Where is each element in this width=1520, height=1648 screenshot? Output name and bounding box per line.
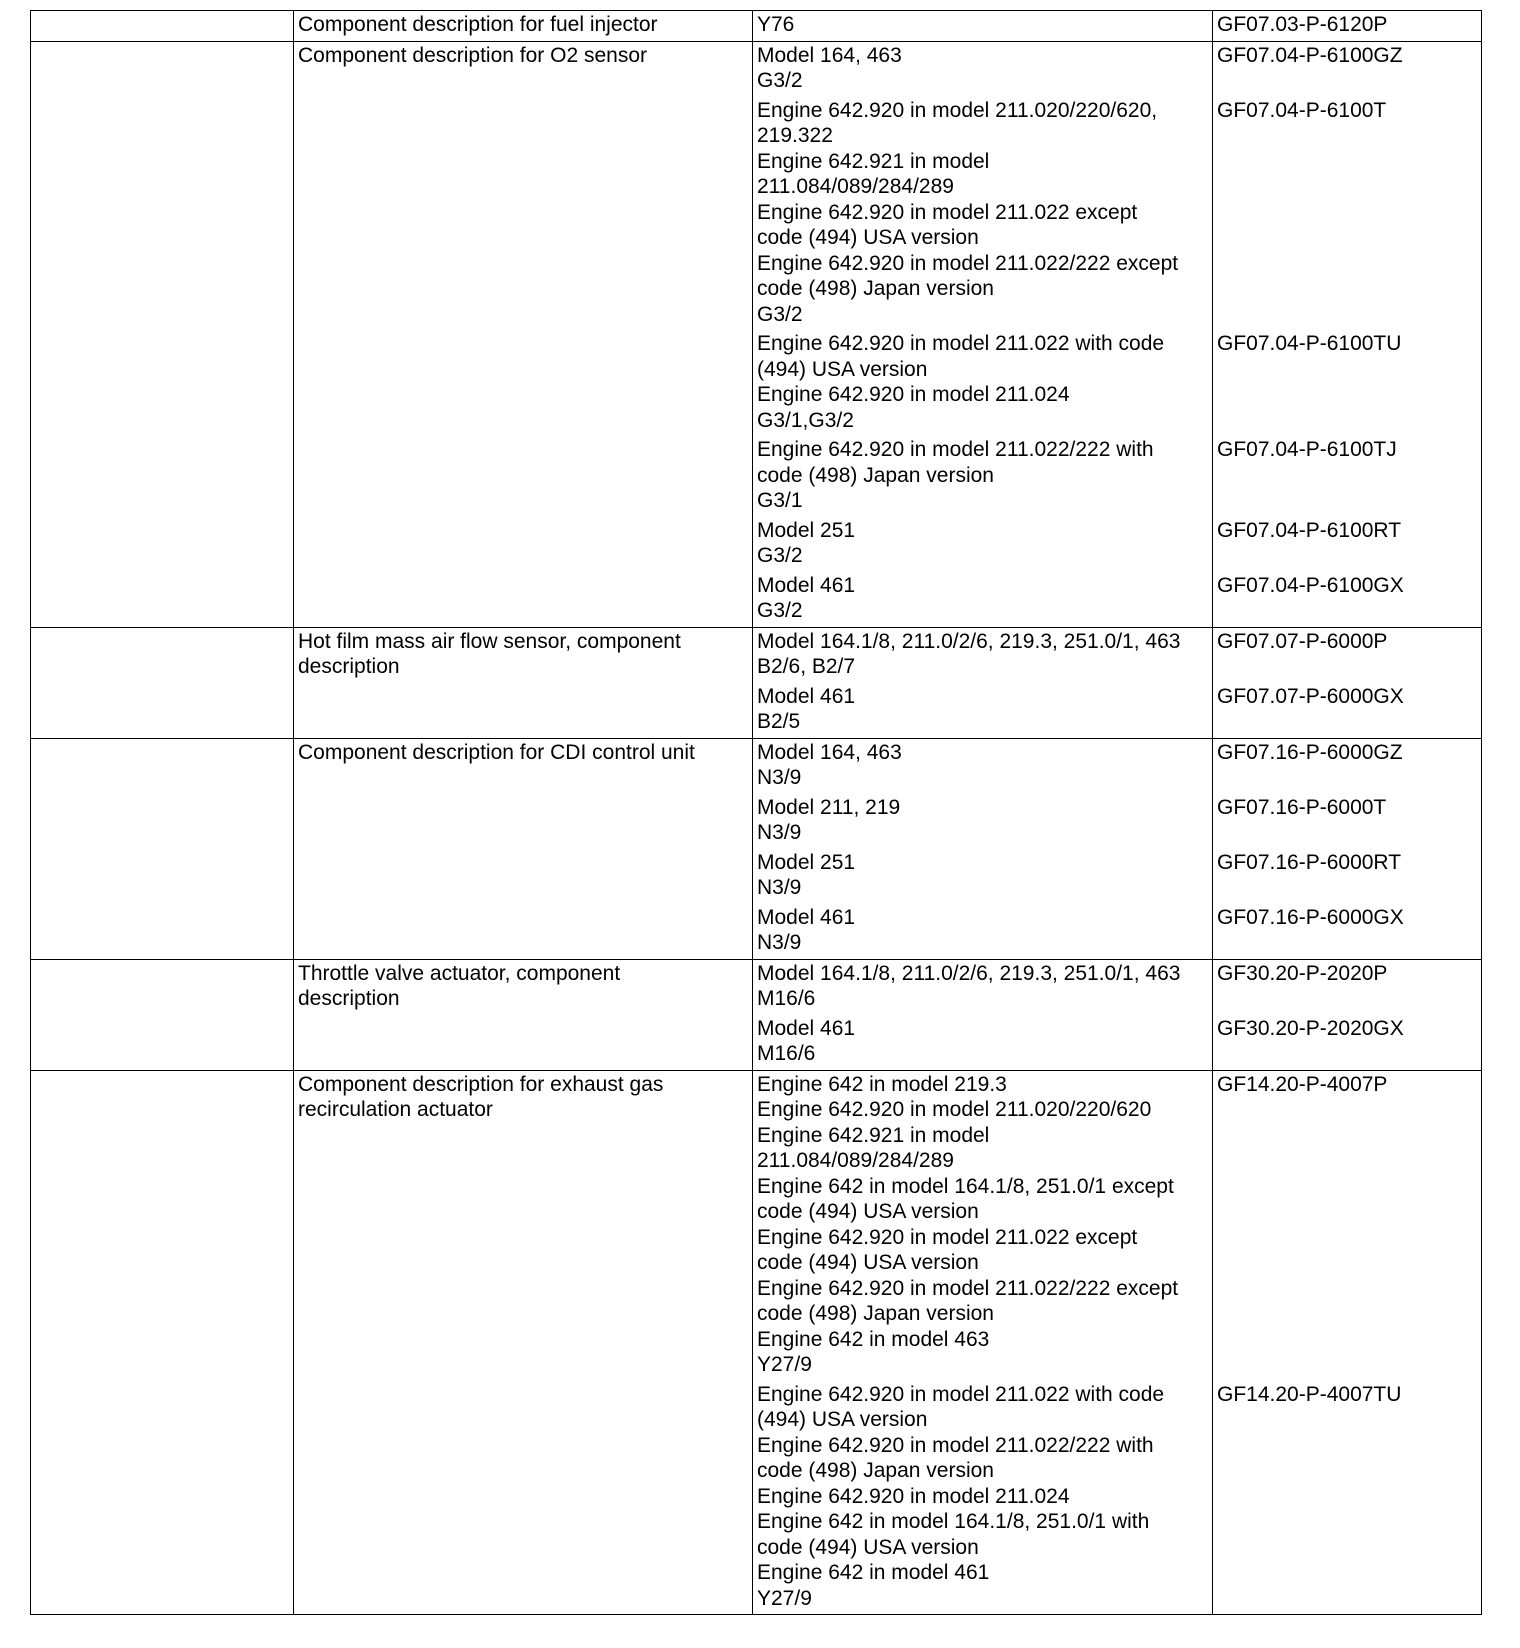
applicability-cell xyxy=(753,11,1213,42)
applicability-line: N3/9 xyxy=(757,931,802,954)
applicability-entry xyxy=(757,42,1208,97)
component-description-line: Hot film mass air flow sensor, component xyxy=(298,629,681,653)
applicability-line: code (494) USA version xyxy=(757,226,979,249)
component-description-line: Throttle valve actuator, component xyxy=(298,961,621,985)
applicability-line: Engine 642.921 in model xyxy=(757,149,990,173)
applicability-entry xyxy=(757,1381,1208,1615)
component-description-cell xyxy=(294,738,753,959)
document-number-entry xyxy=(1217,628,1477,683)
blank-cell xyxy=(31,11,294,42)
document-number: GF07.16-P-6000GX xyxy=(1217,905,1404,929)
applicability-line: Y27/9 xyxy=(757,1586,812,1610)
document-number-entry xyxy=(1217,42,1477,97)
component-description-line: Component description for fuel injector xyxy=(298,13,658,36)
applicability-line: Engine 642.920 in model 211.020/220/620, xyxy=(757,98,1158,122)
applicability-line: Engine 642.920 in model 211.022 except xyxy=(757,1225,1138,1249)
component-description-cell xyxy=(294,627,753,738)
applicability-entry xyxy=(757,1071,1208,1381)
applicability-line: G3/2 xyxy=(757,599,803,622)
applicability-cell xyxy=(753,627,1213,738)
document-number-cell xyxy=(1213,959,1482,1070)
applicability-line: Engine 642.920 in model 211.022/222 with xyxy=(757,438,1154,461)
applicability-line: (494) USA version xyxy=(757,1408,928,1431)
applicability-line: Engine 642 in model 463 xyxy=(757,1327,990,1351)
document-number-entry xyxy=(1217,904,1477,959)
applicability-entry xyxy=(757,849,1208,904)
document-number-entry xyxy=(1217,794,1477,849)
applicability-line: Engine 642.920 in model 211.022 with code xyxy=(757,1382,1165,1406)
document-number: GF07.04-P-6100T xyxy=(1217,98,1387,122)
applicability-line: Model 164, 463 xyxy=(757,740,902,764)
applicability-line: Engine 642 in model 164.1/8, 251.0/1 except xyxy=(757,1174,1174,1198)
document-number: GF07.04-P-6100TU xyxy=(1217,332,1402,355)
table-row xyxy=(31,738,1482,959)
document-number: GF30.20-P-2020GX xyxy=(1217,1016,1404,1040)
document-number-cell xyxy=(1213,738,1482,959)
component-description-cell xyxy=(294,41,753,627)
document-number: GF07.04-P-6100RT xyxy=(1217,518,1402,542)
applicability-entry xyxy=(757,330,1208,436)
table-row xyxy=(31,1070,1482,1615)
applicability-entry xyxy=(757,572,1208,627)
applicability-line: Engine 642 in model 461 xyxy=(757,1561,990,1584)
applicability-line: N3/9 xyxy=(757,876,802,899)
applicability-line: Model 461 xyxy=(757,905,856,929)
document-number: GF07.16-P-6000GZ xyxy=(1217,740,1403,764)
applicability-line: N3/9 xyxy=(757,821,802,844)
blank-cell xyxy=(31,1070,294,1615)
applicability-line: 219.322 xyxy=(757,124,833,147)
document-number: GF07.16-P-6000RT xyxy=(1217,850,1402,874)
applicability-line: N3/9 xyxy=(757,766,802,789)
applicability-cell xyxy=(753,41,1213,627)
applicability-line: M16/6 xyxy=(757,987,816,1010)
document-number: GF07.03-P-6120P xyxy=(1217,13,1388,36)
component-description-cell xyxy=(294,11,753,42)
applicability-line: code (498) Japan version xyxy=(757,1459,994,1482)
document-number-cell xyxy=(1213,627,1482,738)
applicability-line: M16/6 xyxy=(757,1042,816,1065)
component-description-cell xyxy=(294,959,753,1070)
applicability-line: (494) USA version xyxy=(757,357,928,381)
component-description-line: description xyxy=(298,655,400,678)
applicability-cell xyxy=(753,738,1213,959)
applicability-entry xyxy=(757,683,1208,738)
document-number-entry xyxy=(1217,960,1477,1015)
component-description-line: description xyxy=(298,987,400,1010)
component-description-line: Component description for CDI control unit xyxy=(298,740,695,764)
document-number-entry xyxy=(1217,1381,1477,1615)
document-number-entry xyxy=(1217,683,1477,738)
document-number: GF07.07-P-6000GX xyxy=(1217,684,1404,708)
applicability-cell xyxy=(753,959,1213,1070)
applicability-line: Engine 642 in model 164.1/8, 251.0/1 with xyxy=(757,1510,1150,1533)
applicability-line: code (494) USA version xyxy=(757,1251,979,1274)
document-number-cell xyxy=(1213,1070,1482,1615)
document-number: GF07.04-P-6100GX xyxy=(1217,573,1404,597)
document-number-entry xyxy=(1217,849,1477,904)
applicability-entry xyxy=(757,1015,1208,1070)
applicability-line: Model 164.1/8, 211.0/2/6, 219.3, 251.0/1, 463 xyxy=(757,961,1181,985)
applicability-line: Model 211, 219 xyxy=(757,795,901,819)
applicability-line: Engine 642.920 in model 211.022/222 except xyxy=(757,1276,1179,1300)
document-number-entry xyxy=(1217,1015,1477,1070)
applicability-line: Model 461 xyxy=(757,1016,856,1040)
applicability-line: Y76 xyxy=(757,13,795,36)
document-number-entry xyxy=(1217,572,1477,627)
document-number: GF14.20-P-4007P xyxy=(1217,1072,1388,1096)
applicability-line: G3/2 xyxy=(757,302,803,326)
document-number-entry xyxy=(1217,1071,1477,1381)
applicability-line: G3/2 xyxy=(757,69,803,92)
blank-cell xyxy=(31,627,294,738)
applicability-entry xyxy=(757,517,1208,572)
applicability-line: Model 461 xyxy=(757,684,856,708)
applicability-line: code (494) USA version xyxy=(757,1535,979,1559)
document-number: GF07.04-P-6100TJ xyxy=(1217,438,1397,461)
applicability-line: 211.084/089/284/289 xyxy=(757,1149,954,1172)
blank-cell xyxy=(31,959,294,1070)
applicability-entry xyxy=(757,794,1208,849)
applicability-line: Engine 642.920 in model 211.024 xyxy=(757,1484,1070,1508)
applicability-entry xyxy=(757,11,1208,41)
applicability-line: Engine 642.921 in model xyxy=(757,1123,990,1147)
applicability-entry xyxy=(757,739,1208,794)
applicability-cell xyxy=(753,1070,1213,1615)
component-description-line: Component description for O2 sensor xyxy=(298,43,648,67)
document-number-cell xyxy=(1213,11,1482,42)
applicability-entry xyxy=(757,904,1208,959)
blank-cell xyxy=(31,41,294,627)
table-row xyxy=(31,959,1482,1070)
document-number-entry xyxy=(1217,97,1477,331)
applicability-line: Model 251 xyxy=(757,518,856,542)
applicability-line: code (494) USA version xyxy=(757,1200,979,1223)
applicability-line: G3/1,G3/2 xyxy=(757,408,854,432)
document-number-entry xyxy=(1217,11,1477,41)
applicability-line: Model 164.1/8, 211.0/2/6, 219.3, 251.0/1, 463 xyxy=(757,629,1181,653)
applicability-line: code (498) Japan version xyxy=(757,277,994,300)
table-row xyxy=(31,627,1482,738)
document-number: GF07.07-P-6000P xyxy=(1217,629,1388,653)
table-row xyxy=(31,41,1482,627)
applicability-line: 211.084/089/284/289 xyxy=(757,175,954,198)
applicability-entry xyxy=(757,97,1208,331)
document-number: GF14.20-P-4007TU xyxy=(1217,1382,1402,1406)
table-body xyxy=(31,11,1482,1615)
applicability-entry xyxy=(757,628,1208,683)
blank-cell xyxy=(31,738,294,959)
document-number: GF30.20-P-2020P xyxy=(1217,961,1388,985)
applicability-line: Engine 642.920 in model 211.022/222 with xyxy=(757,1433,1154,1457)
applicability-line: Model 164, 463 xyxy=(757,43,902,67)
document-number: GF07.16-P-6000T xyxy=(1217,795,1387,819)
applicability-line: B2/6, B2/7 xyxy=(757,655,856,678)
applicability-line: G3/1 xyxy=(757,489,803,512)
applicability-line: Engine 642.920 in model 211.020/220/620 xyxy=(757,1098,1152,1121)
applicability-line: G3/2 xyxy=(757,544,803,567)
component-description-line: recirculation actuator xyxy=(298,1098,493,1121)
applicability-line: Engine 642.920 in model 211.022 with code xyxy=(757,332,1165,355)
applicability-entry xyxy=(757,436,1208,517)
document-number-entry xyxy=(1217,739,1477,794)
document-number-cell xyxy=(1213,41,1482,627)
applicability-line: Engine 642.920 in model 211.022/222 except xyxy=(757,251,1179,275)
document-number-entry xyxy=(1217,330,1477,436)
component-description-line: Component description for exhaust gas xyxy=(298,1072,664,1096)
applicability-entry xyxy=(757,960,1208,1015)
applicability-line: Model 461 xyxy=(757,573,856,597)
document-number: GF07.04-P-6100GZ xyxy=(1217,43,1403,67)
applicability-line: code (498) Japan version xyxy=(757,463,994,487)
applicability-line: Engine 642.920 in model 211.022 except xyxy=(757,200,1138,224)
applicability-line: Y27/9 xyxy=(757,1353,812,1376)
component-description-cell xyxy=(294,1070,753,1615)
applicability-line: B2/5 xyxy=(757,710,801,733)
applicability-line: Model 251 xyxy=(757,850,856,874)
applicability-line: code (498) Japan version xyxy=(757,1302,994,1325)
applicability-line: Engine 642.920 in model 211.024 xyxy=(757,383,1070,406)
document-table xyxy=(30,10,1482,1615)
document-number-entry xyxy=(1217,436,1477,517)
table-row xyxy=(31,11,1482,42)
applicability-line: Engine 642 in model 219.3 xyxy=(757,1072,1007,1096)
document-number-entry xyxy=(1217,517,1477,572)
